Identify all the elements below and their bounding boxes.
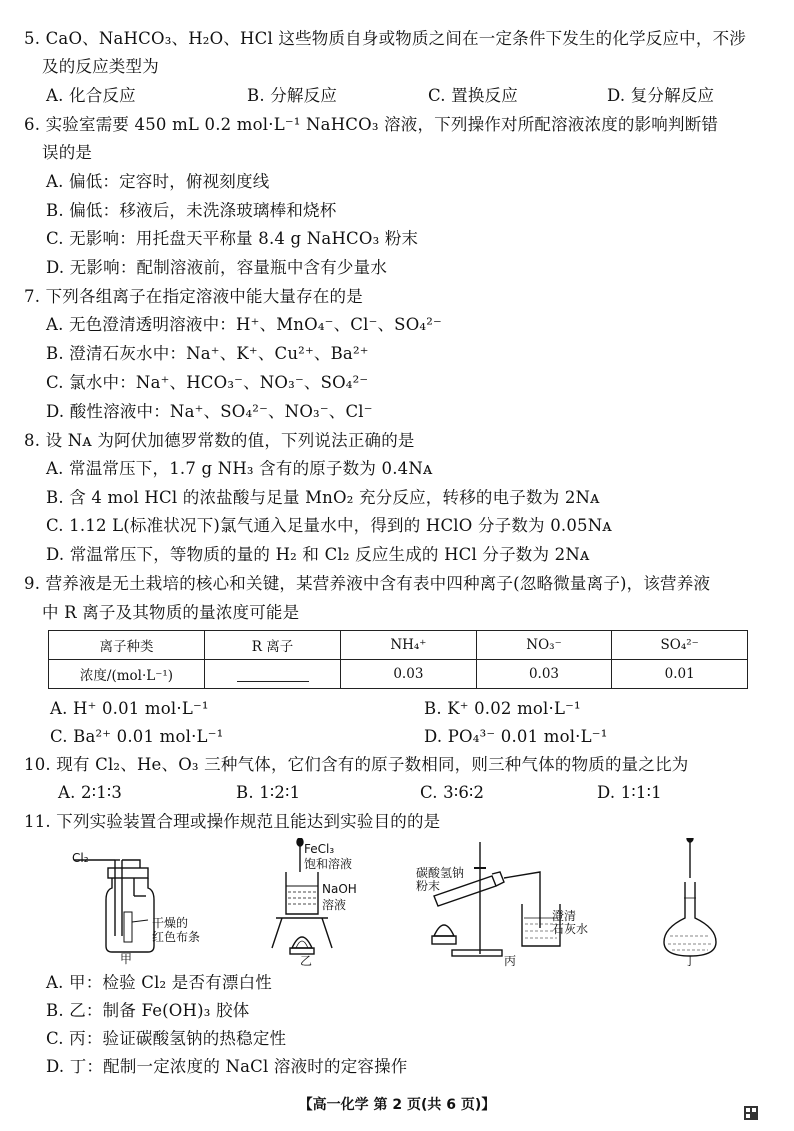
q11-option-a: A. 甲：检验 Cl₂ 是否有漂白性	[46, 973, 273, 992]
label-naoh: NaOH	[322, 882, 357, 896]
label-cl2: Cl₂	[72, 851, 89, 865]
q10-option-c: C. 3∶6∶2	[420, 783, 485, 802]
q10-option-b: B. 1∶2∶1	[236, 783, 301, 802]
q7-option-b: B. 澄清石灰水中：Na⁺、K⁺、Cu²⁺、Ba²⁺	[46, 344, 369, 363]
q5-stem-line1: 5. CaO、NaHCO₃、H₂O、HCl 这些物质自身或物质之间在一定条件下发生的化学反应中，不涉	[24, 29, 746, 48]
table-cell: NO₃⁻	[476, 631, 612, 660]
caption-bing: 丙	[504, 954, 517, 968]
label-dry-cloth-1: 干燥的	[152, 916, 189, 930]
q11-option-b: B. 乙：制备 Fe(OH)₃ 胶体	[46, 1001, 250, 1020]
q10-option-a: A. 2∶1∶3	[58, 783, 123, 802]
ion-table	[48, 630, 748, 689]
table-cell: 离子种类	[49, 631, 205, 660]
table-cell: 0.01	[612, 660, 748, 689]
label-naoh-solution: 溶液	[322, 898, 347, 912]
caption-yi: 乙	[300, 954, 313, 968]
label-dry-cloth-2: 红色布条	[152, 930, 201, 944]
q6-stem-line2: 误的是	[42, 143, 93, 162]
q9-option-a: A. H⁺ 0.01 mol·L⁻¹	[50, 699, 209, 718]
table-cell: 浓度/(mol·L⁻¹)	[49, 660, 205, 689]
q6-option-c: C. 无影响：用托盘天平称量 8.4 g NaHCO₃ 粉末	[46, 229, 419, 248]
q5-option-b: B. 分解反应	[247, 86, 338, 105]
caption-jia: 甲	[120, 952, 133, 966]
q10-stem: 10. 现有 Cl₂、He、O₃ 三种气体，它们含有的原子数相同，则三种气体的物质的量之比为	[24, 755, 689, 774]
q6-option-a: A. 偏低：定容时，俯视刻度线	[46, 172, 270, 191]
table-cell: 0.03	[341, 660, 477, 689]
page-footer: 【高一化学 第 2 页(共 6 页)】	[298, 1097, 496, 1113]
q7-option-c: C. 氯水中：Na⁺、HCO₃⁻、NO₃⁻、SO₄²⁻	[46, 373, 369, 392]
apparatus-jia	[74, 860, 154, 952]
q10-option-d: D. 1∶1∶1	[597, 783, 662, 802]
q9-stem-line1: 9. 营养液是无土栽培的核心和关键，某营养液中含有表中四种离子(忽略微量离子)，该营养液	[24, 574, 711, 593]
q9-stem-line2: 中 R 离子及其物质的量浓度可能是	[42, 603, 300, 622]
label-fecl3: FeCl₃	[304, 842, 335, 856]
apparatus-figure	[60, 838, 740, 966]
label-powder: 粉末	[416, 879, 441, 893]
q8-option-a: A. 常温常压下，1.7 g NH₃ 含有的原子数为 0.4Nᴀ	[46, 459, 433, 478]
q5-stem-line2: 及的反应类型为	[42, 57, 159, 76]
q6-option-b: B. 偏低：移液后，未洗涤玻璃棒和烧杯	[46, 201, 337, 220]
q8-option-d: D. 常温常压下，等物质的量的 H₂ 和 Cl₂ 反应生成的 HCl 分子数为 2Nᴀ	[46, 545, 590, 564]
table-row	[49, 660, 748, 689]
label-nahco3: 碳酸氢钠	[416, 866, 465, 880]
label-saturated-solution: 饱和溶液	[304, 857, 353, 871]
q5-option-c: C. 置换反应	[428, 86, 518, 105]
label-clear: 澄清	[552, 909, 577, 923]
q8-option-b: B. 含 4 mol HCl 的浓盐酸与足量 MnO₂ 充分反应，转移的电子数为 2Nᴀ	[46, 488, 600, 507]
q5-option-a: A. 化合反应	[46, 86, 136, 105]
label-limewater: 石灰水	[552, 922, 589, 936]
table-cell: SO₄²⁻	[612, 631, 748, 660]
apparatus-ding	[664, 838, 716, 956]
q5-option-d: D. 复分解反应	[607, 86, 715, 105]
answer-blank	[237, 667, 309, 682]
q9-option-b: B. K⁺ 0.02 mol·L⁻¹	[424, 699, 581, 718]
caption-ding: 丁	[684, 954, 697, 968]
q11-stem: 11. 下列实验装置合理或操作规范且能达到实验目的的是	[24, 812, 441, 831]
q9-option-d: D. PO₄³⁻ 0.01 mol·L⁻¹	[424, 727, 608, 746]
qr-code-icon	[744, 1106, 758, 1120]
q7-option-d: D. 酸性溶液中：Na⁺、SO₄²⁻、NO₃⁻、Cl⁻	[46, 402, 373, 421]
table-row	[49, 631, 748, 660]
q9-option-c: C. Ba²⁺ 0.01 mol·L⁻¹	[50, 727, 224, 746]
q6-option-d: D. 无影响：配制溶液前，容量瓶中含有少量水	[46, 258, 388, 277]
table-cell: NH₄⁺	[341, 631, 477, 660]
q8-stem: 8. 设 Nᴀ 为阿伏加德罗常数的值，下列说法正确的是	[24, 431, 415, 450]
apparatus-bing	[432, 842, 560, 956]
q8-option-c: C. 1.12 L(标准状况下)氯气通入足量水中，得到的 HClO 分子数为 0.05Nᴀ	[46, 516, 612, 535]
q6-stem-line1: 6. 实验室需要 450 mL 0.2 mol·L⁻¹ NaHCO₃ 溶液，下列操作对所配溶液浓度的影响判断错	[24, 115, 719, 134]
blank-cell	[204, 660, 340, 689]
q11-option-d: D. 丁：配制一定浓度的 NaCl 溶液时的定容操作	[46, 1057, 408, 1076]
q7-option-a: A. 无色澄清透明溶液中：H⁺、MnO₄⁻、Cl⁻、SO₄²⁻	[46, 315, 442, 334]
table-cell: 0.03	[476, 660, 612, 689]
q11-option-c: C. 丙：验证碳酸氢钠的热稳定性	[46, 1029, 287, 1048]
q7-stem: 7. 下列各组离子在指定溶液中能大量存在的是	[24, 287, 363, 306]
table-cell: R 离子	[204, 631, 340, 660]
